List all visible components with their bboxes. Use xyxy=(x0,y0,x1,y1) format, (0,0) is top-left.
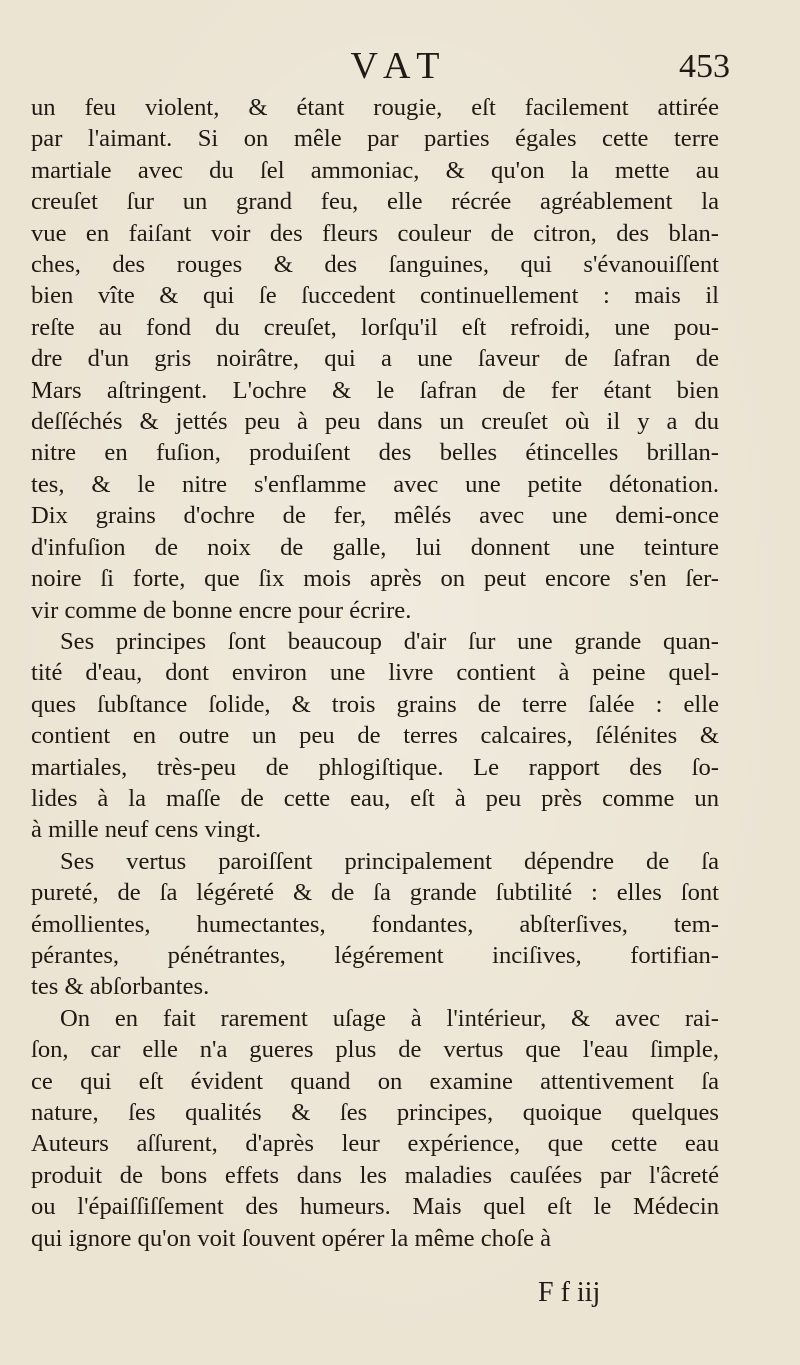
text-line: pureté, de ſa légéreté & de ſa grande ſubtilité : elles ſont xyxy=(31,879,719,907)
text-line: un feu violent, & étant rougie, eſt facilement attirée xyxy=(31,94,719,121)
text-line: martiales, très-peu de phlogiſtique. Le rapport des ſo- xyxy=(31,753,719,781)
text-line: pérantes, pénétrantes, légérement inciſives, fortifian- xyxy=(31,941,719,969)
text-line: creuſet ſur un grand feu, elle récrée agréablement la xyxy=(31,188,719,216)
text-line: ce qui eſt évident quand on examine attentivement ſa xyxy=(31,1067,719,1095)
text-line: émollientes, humectantes, fondantes, abſterſives, tem- xyxy=(31,910,719,938)
text-line: par l'aimant. Si on mêle par parties égales cette terre xyxy=(31,125,719,153)
text-line: bien vîte & qui ſe ſuccedent continuellement : mais il xyxy=(31,282,719,310)
page-number: 453 xyxy=(679,48,730,85)
text-line: qui ignore qu'on voit ſouvent opérer la même choſe à xyxy=(31,1224,552,1252)
text-line: deſſéchés & jettés peu à peu dans un creuſet où il y a du xyxy=(31,408,719,436)
text-line: tité d'eau, dont environ une livre contient à peine quel- xyxy=(31,659,719,687)
text-line: martiale avec du ſel ammoniac, & qu'on la mette au xyxy=(31,156,719,184)
text-line: contient en outre un peu de terres calcaires, ſélénites & xyxy=(31,722,719,750)
text-line: vue en faiſant voir des fleurs couleur de citron, des blan- xyxy=(31,219,719,247)
running-head: VAT xyxy=(350,45,450,87)
text-line: Ses principes ſont beaucoup d'air ſur une grande quan- xyxy=(60,627,719,655)
page-header xyxy=(0,44,800,94)
text-line: ou l'épaiſſiſſement des humeurs. Mais quel eſt le Médecin xyxy=(31,1193,719,1221)
text-line: noire ſi forte, que ſix mois après on peut encore s'en ſer- xyxy=(31,565,719,593)
text-line: reſte au fond du creuſet, lorſqu'il eſt refroidi, une pou- xyxy=(31,313,719,341)
paragraph xyxy=(31,626,719,846)
text-line: On en fait rarement uſage à l'intérieur, & avec rai- xyxy=(60,1004,719,1032)
text-line: ches, des rouges & des ſanguines, qui s'évanouiſſent xyxy=(31,251,719,279)
signature-mark: F f iij xyxy=(538,1277,601,1308)
text-line: Auteurs aſſurent, d'après leur expérience, que cette eau xyxy=(31,1130,719,1158)
text-line: Ses vertus paroiſſent principalement dépendre de ſa xyxy=(60,847,719,875)
text-line: vir comme de bonne encre pour écrire. xyxy=(31,596,412,624)
body-text xyxy=(31,92,719,1254)
text-line: ques ſubſtance ſolide, & trois grains de terre ſalée : elle xyxy=(31,690,719,718)
text-line: d'infuſion de noix de galle, lui donnent une teinture xyxy=(31,533,719,561)
text-line: ſon, car elle n'a gueres plus de vertus que l'eau ſimple, xyxy=(31,1036,719,1064)
paragraph xyxy=(31,1003,719,1254)
text-line: nature, ſes qualités & ſes principes, quoique quelques xyxy=(31,1099,719,1126)
text-line: Dix grains d'ochre de fer, mêlés avec une demi-once xyxy=(31,502,719,530)
text-line: lides à la maſſe de cette eau, eſt à peu près comme un xyxy=(31,784,719,812)
text-line: à mille neuf cens vingt. xyxy=(31,816,262,844)
text-line: Mars aſtringent. L'ochre & le ſafran de fer étant bien xyxy=(31,376,719,404)
text-line: tes, & le nitre s'enflamme avec une petite détonation. xyxy=(31,470,719,498)
paragraph xyxy=(31,846,719,1003)
paragraph xyxy=(31,92,719,626)
text-line: tes & abſorbantes. xyxy=(31,973,210,1001)
text-line: dre d'un gris noirâtre, qui a une ſaveur de ſafran de xyxy=(31,345,719,373)
text-line: nitre en fuſion, produiſent des belles étincelles brillan- xyxy=(31,439,719,467)
text-line: produit de bons effets dans les maladies cauſées par l'âcreté xyxy=(31,1161,719,1189)
